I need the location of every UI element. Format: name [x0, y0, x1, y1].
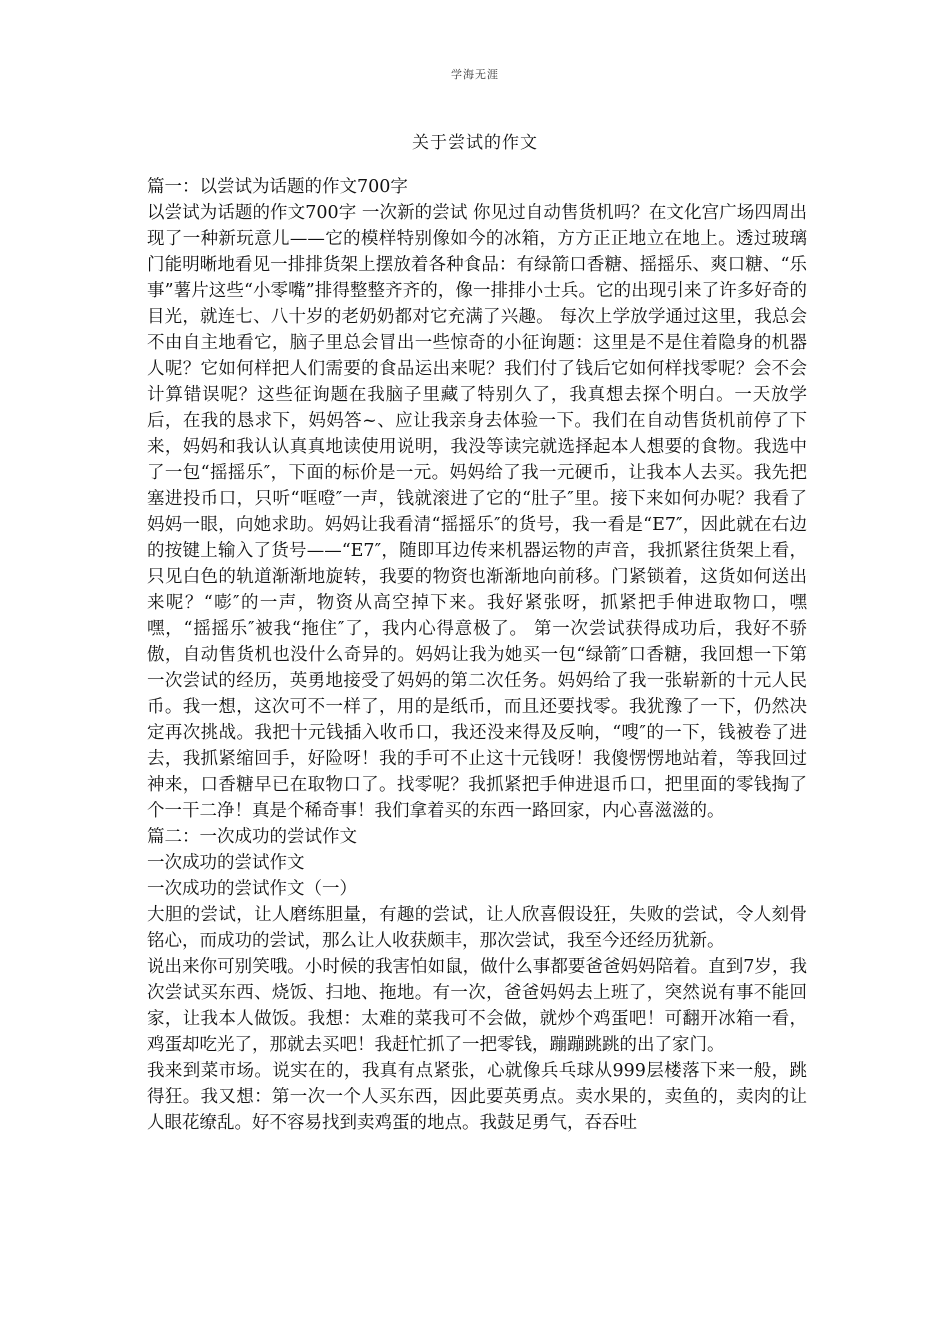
page-header: 学海无涯: [451, 68, 499, 81]
section-2-paragraph-3: 我来到菜市场。说实在的，我真有点紧张，心就像兵乓球从999层楼落下来一般，跳得狂。我又想：第一次一个人买东西，因此要英勇点。卖水果的，卖鱼的，卖肉的让人眼花缭乱。好不容易找到卖鸡蛋的地点。我鼓足勇气，吞吞吐: [147, 1061, 807, 1133]
document-title: 关于尝试的作文: [412, 133, 538, 153]
section-2-heading: 篇二：一次成功的尝试作文: [147, 827, 357, 847]
section-2-paragraph-2: 说出来你可别笑哦。小时候的我害怕如鼠，做什么事都要爸爸妈妈陪着。直到7岁，我次尝试买东西、烧饭、扫地、拖地。有一次，爸爸妈妈去上班了，突然说有事不能回家，让我本人做饭。我想：太难的菜我可不会做，就炒个鸡蛋吧！可翻开冰箱一看，鸡蛋却吃光了，那就去买吧！我赶忙抓了一把零钱，蹦蹦跳跳的出了家门。: [147, 957, 807, 1055]
section-2-subtitle-part-1: 一次成功的尝试作文（一）: [147, 879, 357, 899]
document-body: [147, 174, 807, 1136]
section-1-heading: 篇一：以尝试为话题的作文700字: [147, 177, 408, 197]
section-2-paragraph-1: 大胆的尝试，让人磨练胆量，有趣的尝试，让人欣喜假设狂，失败的尝试，令人刻骨铭心，而成功的尝试，那么让人收获颇丰，那次尝试，我至今还经历犹新。: [147, 905, 807, 951]
section-2-subtitle: 一次成功的尝试作文: [147, 853, 305, 873]
section-1-paragraph: 以尝试为话题的作文700字 一次新的尝试 你见过自动售货机吗？在文化宫广场四周出现了一种新玩意儿——它的模样特别像如今的冰箱，方方正正地立在地上。透过玻璃门能明晰地看见一排排货架上摆放着各种食品：有绿箭口香糖、摇摇乐、爽口糖、“乐事”薯片这些“小零嘴”排得整整齐齐的，像一排排小士兵。它的出现引来了许多好奇的目光，就连七、八十岁的老奶奶都对它充满了兴趣。 每次上学放学通过这里，我总会不由自主地看它，脑子里总会冒出一些惊奇的小征询题：这里是不是住着隐身的机器人呢？它如何样把人们需要的食品运出来呢？我们付了钱后它如何样找零呢？会不会计算错误呢？这些征询题在我脑子里藏了特别久了，我真想去探个明白。一天放学后，在我的恳求下，妈妈答~、应让我亲身去体验一下。我们在自动售货机前停了下来，妈妈和我认认真真地读使用说明，我没等读完就选择起本人想要的食物。我选中了一包“摇摇乐″，下面的标价是一元。妈妈给了我一元硬币，让我本人去买。我先把塞进投币口，只听“哐噔″一声，钱就滚进了它的“肚子″里。接下来如何办呢？我看了妈妈一眼，向她求助。妈妈让我看清“摇摇乐″的货号，我一看是“E7″，因此就在右边的按键上输入了货号——“E7″，随即耳边传来机器运物的声音，我抓紧往货架上看，只见白色的轨道渐渐地旋转，我要的物资也渐渐地向前移。门紧锁着，这货如何送出来呢？“嘭″的一声，物资从高空掉下来。我好紧张呀，抓紧把手伸进取物口，嘿嘿，“摇摇乐″被我“拖住″了，我内心得意极了。 第一次尝试获得成功后，我好不骄傲，自动售货机也没什么奇异的。妈妈让我为她买一包“绿箭″口香糖，我回想一下第一次尝试的经历，英勇地接受了妈妈的第二次任务。妈妈给了我一张崭新的十元人民币。我一想，这次可不一样了，用的是纸币，而且还要找零。我犹豫了一下，仍然决定再次挑战。我把十元钱插入收币口，我还没来得及反响，“嗖″的一下，钱被卷了进去，我抓紧缩回手，好险呀！我的手可不止这十元钱呀！我傻愣愣地站着，等我回过神来，口香糖早已在取物口了。找零呢？我抓紧把手伸进退币口，把里面的零钱掏了个一干二净！真是个稀奇事！我们拿着买的东西一路回家，内心喜滋滋的。: [147, 203, 807, 821]
